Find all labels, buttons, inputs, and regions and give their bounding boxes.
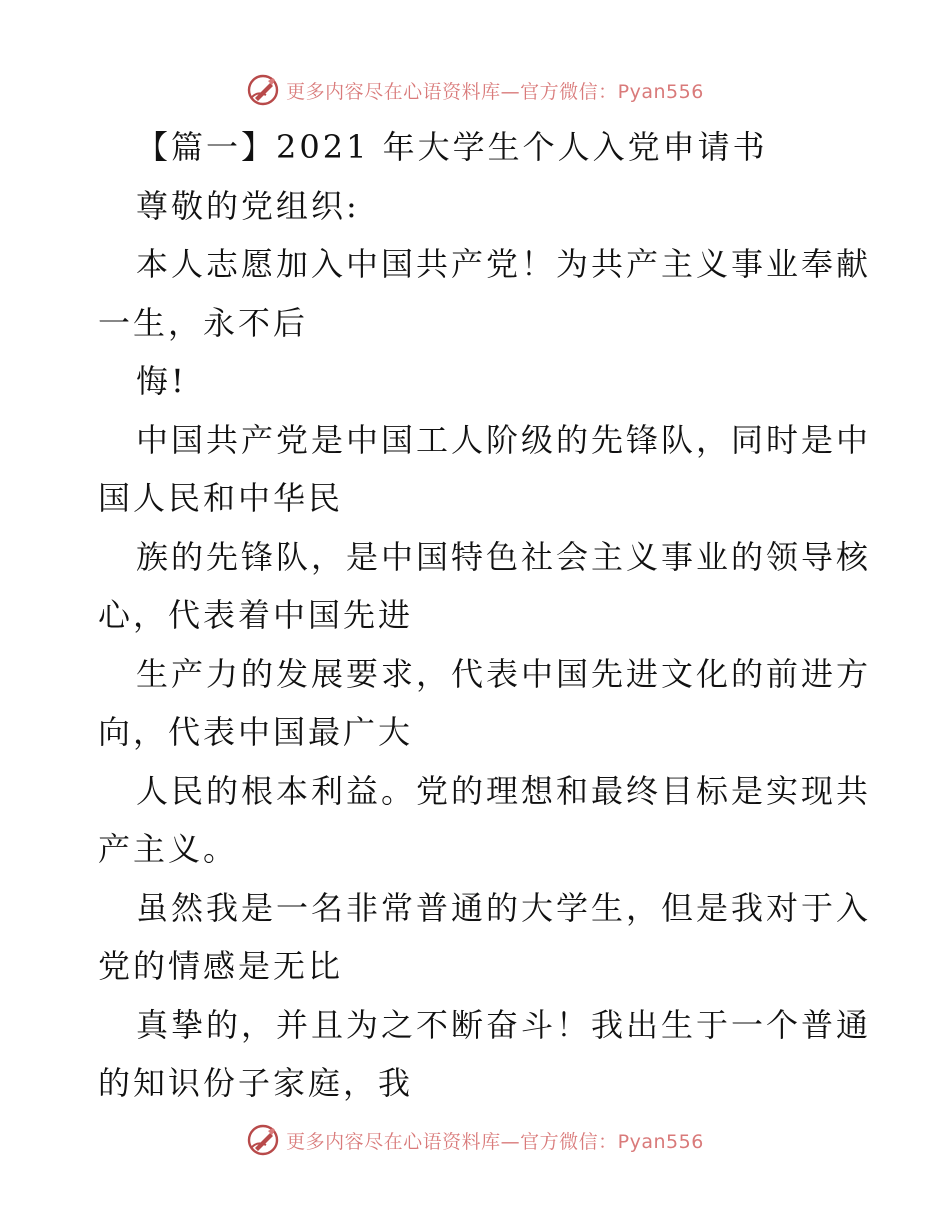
text-line: 中国共产党是中国工人阶级的先锋队，同时是中 [136,420,872,459]
text-line: 产主义。 [98,830,239,868]
text-line: 心，代表着中国先进 [98,596,414,634]
text-line: 的知识份子家庭，我 [98,1064,414,1102]
text-line: 本人志愿加入中国共产党！为共产主义事业奉献 [136,245,872,283]
banner-text: 更多内容尽在心语资料库—官方微信：Pyan556 [286,1130,704,1153]
text-line: 人民的根本利益。党的理想和最终目标是实现共 [136,771,872,810]
footer-banner [0,1120,950,1160]
text-line: 生产力的发展要求，代表中国先进文化的前进方 [136,654,872,693]
text-line: 一生，永不后 [98,303,309,342]
text-line: 悔! [136,362,187,400]
text-line: 真挚的，并且为之不断奋斗！我出生于一个普通 [136,1005,872,1044]
quill-logo-icon [246,73,280,107]
header-banner [0,70,950,110]
text-line: 党的情感是无比 [98,947,344,985]
text-line: 国人民和中华民 [98,479,344,517]
text-line: 虽然我是一名非常普通的大学生，但是我对于入 [136,888,872,927]
document-body [98,118,872,1113]
banner-text: 更多内容尽在心语资料库—官方微信：Pyan556 [286,80,704,103]
document-title: 【篇一】2021 年大学生个人入党申请书 [136,128,768,166]
quill-logo-icon [246,1123,280,1157]
salutation: 尊敬的党组织: [136,186,360,225]
text-line: 向，代表中国最广大 [98,713,414,751]
text-line: 族的先锋队，是中国特色社会主义事业的领导核 [136,537,872,576]
